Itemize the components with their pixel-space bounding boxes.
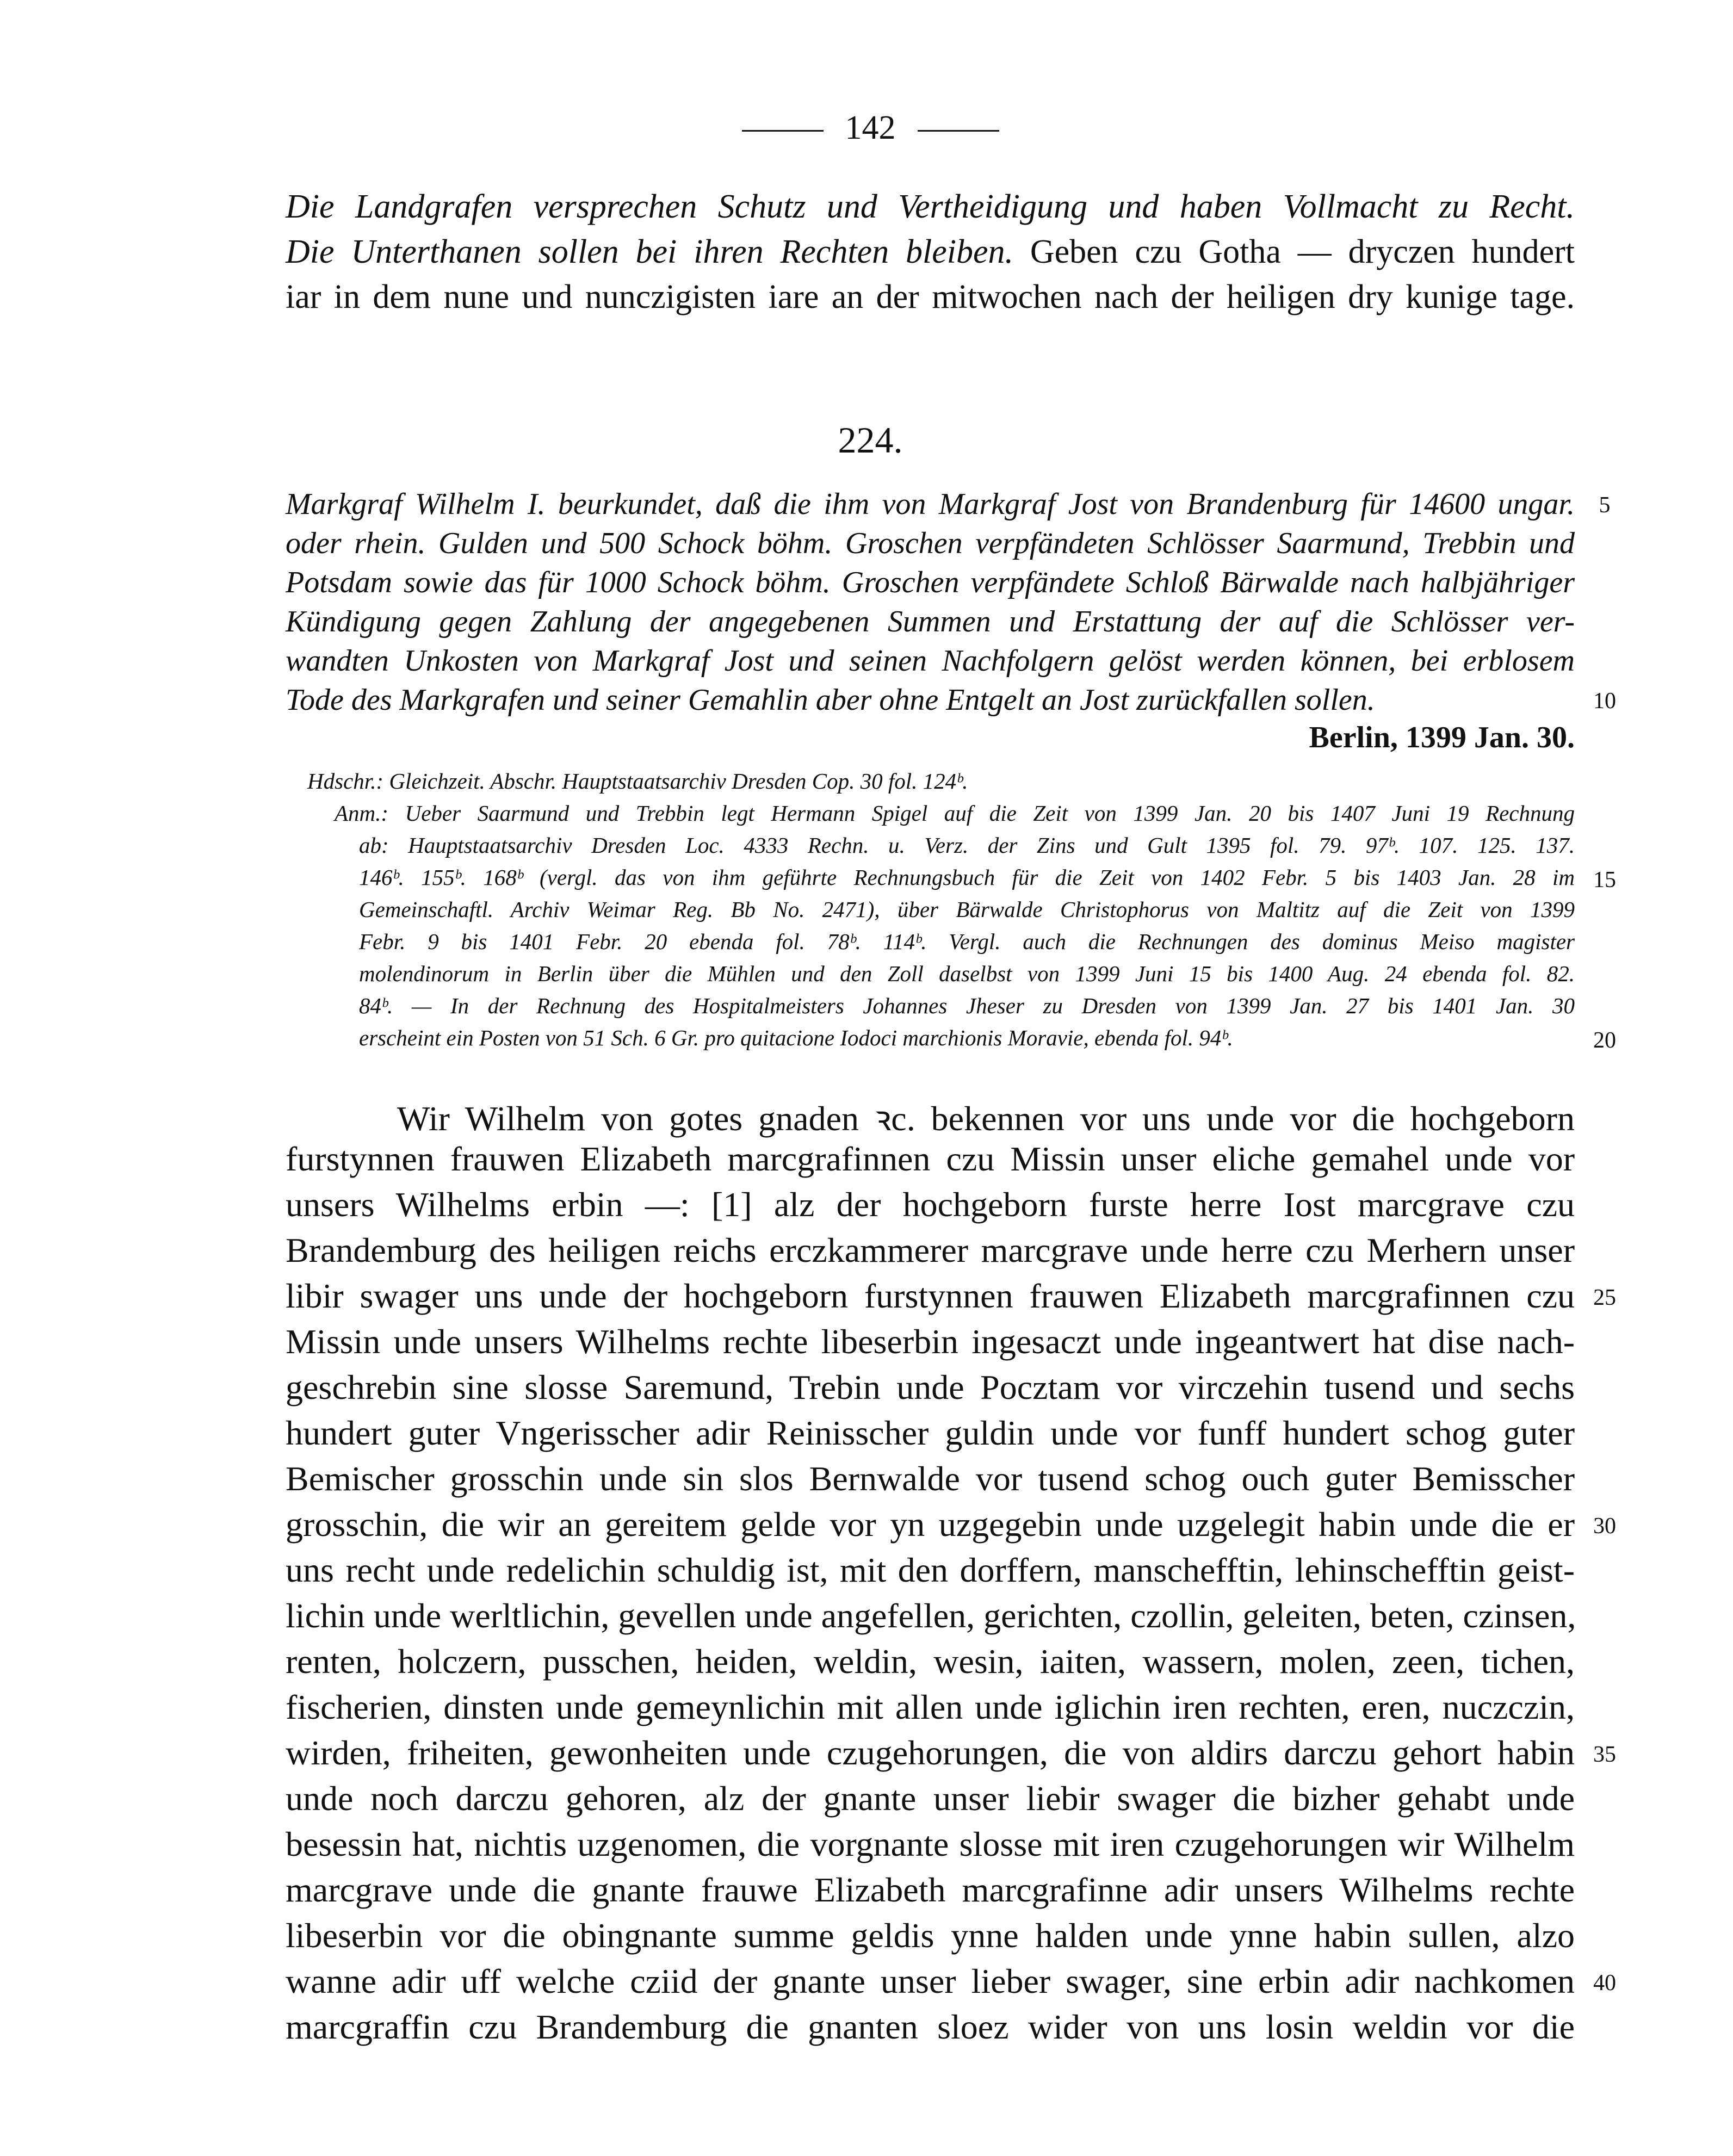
place-date: Berlin, 1399 Jan. 30. [1309, 721, 1575, 754]
body-line: fischerien, dinsten unde gemeynlichin mit allen unde iglichin iren rechten, eren, nuczczin, [286, 1688, 1575, 1726]
note-text: Ueber Saarmund und Trebbin legt Hermann Spigel auf die Zeit von 1399 Jan. 20 bis 1407 Juni 19 Rechnung [405, 801, 1575, 826]
body-line: renten, holczern, pusschen, heiden, weldin, wesin, iaiten, wassern, molen, zeen, tichen, [286, 1642, 1575, 1681]
body-line: Missin unde unsers Wilhelms rechte libeserbin ingesaczt unde ingeantwert hat dise nach- [286, 1322, 1575, 1361]
body-line: unsers Wilhelms erbin —: [1] alz der hochgeborn furste herre Iost marcgrave czu [286, 1185, 1575, 1224]
margin-line-number: 10 [1593, 689, 1616, 714]
margin-line-number: 20 [1593, 1028, 1616, 1053]
note-line: Febr. 9 bis 1401 Febr. 20 ebenda fol. 78ᵇ. 114ᵇ. Vergl. auch die Rechnungen des dominus Meiso magister [359, 929, 1575, 954]
margin-line-number: 15 [1593, 868, 1616, 893]
body-line: marcgrave unde die gnante frauwe Elizabeth marcgrafinne adir unsers Wilhelms rechte [286, 1870, 1575, 1909]
body-line: furstynnen frauwen Elizabeth marcgrafinnen czu Missin unser eliche gemahel unde vor [286, 1139, 1575, 1178]
margin-line-number: 5 [1599, 493, 1611, 518]
header-rule-right [918, 130, 999, 132]
note-line: 146ᵇ. 155ᵇ. 168ᵇ (vergl. das von ihm geführte Rechnungsbuch für die Zeit von 1402 Febr. 5 bis 1403 Jan. 28 im [359, 865, 1575, 890]
body-line: besessin hat, nichtis uzgenomen, die vorgnante slosse mit iren czugehorungen wir Wilhelm [286, 1825, 1575, 1863]
body-line: unde noch darczu gehoren, alz der gnante unser liebir swager die bizher gehabt unde [286, 1779, 1575, 1818]
note-line: molendinorum in Berlin über die Mühlen und den Zoll daselbst von 1399 Juni 15 bis 1400 Aug. 24 ebenda fol. 82. [359, 961, 1575, 986]
header-rule-left [742, 130, 824, 132]
body-line: grosschin, die wir an gereitem gelde vor yn uzgegebin unde uzgelegit habin unde die er [286, 1505, 1575, 1544]
note-anm [335, 800, 1575, 826]
summary-line: Potsdam sowie das für 1000 Schock böhm. Groschen verpfändete Schloß Bärwalde nach halbjähriger [286, 566, 1575, 599]
body-line: marcgraffin czu Brandemburg die gnanten sloez wider von uns losin weldin vor die [286, 2008, 1575, 2046]
body-line: libeserbin vor die obingnante summe geldis ynne halden unde ynne habin sullen, alzo [286, 1916, 1575, 1955]
body-line: geschrebin sine slosse Saremund, Trebin unde Pocztam vor virczehin tusend und sechs [286, 1368, 1575, 1407]
summary-line: wandten Unkosten von Markgraf Jost und seinen Nachfolgern gelöst werden können, bei erblosem [286, 644, 1575, 678]
body-line: wirden, friheiten, gewonheiten unde czugehorungen, die von aldirs darczu gehort habin [286, 1733, 1575, 1772]
note-label: Anm.: [335, 801, 389, 826]
summary-line: Kündigung gegen Zahlung der angegebenen Summen und Erstattung der auf die Schlösser ver- [286, 605, 1575, 639]
page-number: 142 [845, 109, 896, 146]
margin-line-number: 35 [1593, 1742, 1616, 1767]
intro-italic-phrase: Die Unterthanen sollen bei ihren Rechten bleiben. [286, 233, 1013, 270]
summary-line: Markgraf Wilhelm I. beurkundet, daß die ihm von Markgraf Jost von Brandenburg für 14600 ungar. [286, 487, 1575, 521]
note-line: 84ᵇ. — In der Rechnung des Hospitalmeisters Johannes Jheser zu Dresden von 1399 Jan. 27 bis 1401 Jan. 30 [359, 993, 1575, 1018]
intro-line: iar in dem nune und nunczigisten iare an der mitwochen nach der heiligen dry kunige tage. [286, 278, 1575, 315]
page-header [544, 109, 1197, 147]
body-line: hundert guter Vngerisscher adir Reinisscher guldin unde vor funff hundert schog guter [286, 1414, 1575, 1452]
body-line: lichin unde werltlichin, gevellen unde angefellen, gerichten, czollin, geleiten, beten, czinsen, [286, 1596, 1576, 1635]
intro-line: Die Landgrafen versprechen Schutz und Vertheidigung und haben Vollmacht zu Recht. [286, 188, 1575, 225]
body-line: libir swager uns unde der hochgeborn furstynnen frauwen Elizabeth marcgrafinnen czu [286, 1277, 1575, 1315]
note-hdschr [307, 768, 1575, 794]
margin-line-number: 40 [1593, 1971, 1616, 1996]
intro-line-rest: Geben czu Gotha — dryczen hundert [1030, 233, 1575, 270]
margin-line-number: 30 [1593, 1514, 1616, 1539]
body-line: wanne adir uff welche cziid der gnante unser lieber swager, sine erbin adir nachkomen [286, 1962, 1575, 2000]
intro-line [286, 233, 1575, 271]
entry-number: 224. [838, 419, 903, 461]
note-line: erscheint ein Posten von 51 Sch. 6 Gr. pro quitacione Iodoci marchionis Moravie, ebenda fol. 94ᵇ. [359, 1025, 1233, 1050]
body-line: Brandemburg des heiligen reichs erczkammerer marcgrave unde herre czu Merhern unser [286, 1231, 1575, 1269]
note-line: ab: Hauptstaatsarchiv Dresden Loc. 4333 Rechn. u. Verz. der Zins und Gult 1395 fol. 79. 97ᵇ. 107. 125. 137. [359, 833, 1575, 858]
summary-line: Tode des Markgrafen und seiner Gemahlin aber ohne Entgelt an Jost zurückfallen sollen. [286, 683, 1375, 717]
body-line: uns recht unde redelichin schuldig ist, mit den dorffern, manschefftin, lehinschefftin geist- [286, 1551, 1575, 1589]
body-line: Wir Wilhelm von gotes gnaden ꝛc. bekennen vor uns unde vor die hochgeborn [397, 1099, 1575, 1138]
note-text: Gleichzeit. Abschr. Hauptstaatsarchiv Dresden Cop. 30 fol. 124ᵇ. [389, 769, 968, 794]
margin-line-number: 25 [1593, 1285, 1616, 1310]
body-line: Bemischer grosschin unde sin slos Bernwalde vor tusend schog ouch guter Bemisscher [286, 1459, 1575, 1498]
summary-line: oder rhein. Gulden und 500 Schock böhm. Groschen verpfändeten Schlösser Saarmund, Trebbin und [286, 526, 1575, 560]
note-line: Gemeinschaftl. Archiv Weimar Reg. Bb No. 2471), über Bärwalde Christophorus von Maltitz auf die Zeit von 1399 [359, 897, 1575, 922]
note-label: Hdschr.: [307, 769, 384, 794]
